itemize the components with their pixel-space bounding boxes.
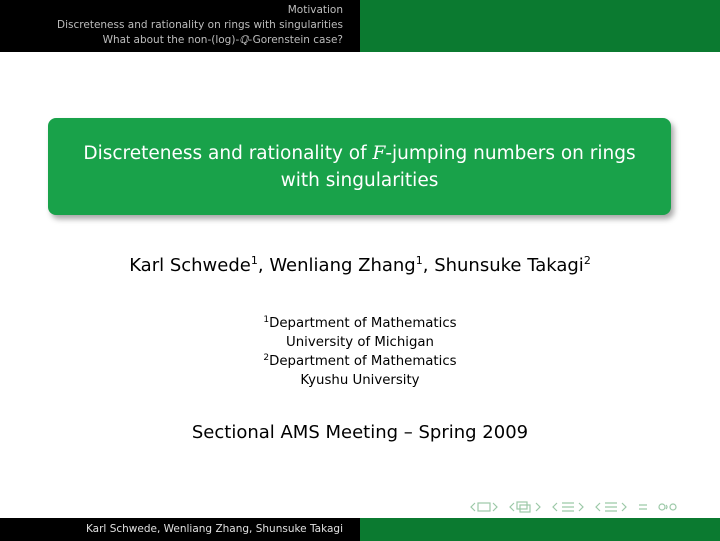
header-accent (360, 0, 720, 52)
author-1: Karl Schwede (129, 255, 251, 276)
affil-2-univ: Kyushu University (300, 373, 420, 388)
nav-section-icon[interactable] (552, 501, 586, 513)
nav-item-non-gorenstein[interactable] (0, 33, 343, 48)
author-2-affil-mark: 1 (415, 254, 423, 267)
nav-document-icon[interactable] (595, 501, 629, 513)
nav-item-non-gorenstein-prefix: What about the non-(log)- (102, 34, 240, 46)
affil-1-dept: Department of Mathematics (269, 316, 457, 331)
nav-search-icon[interactable] (657, 501, 679, 513)
section-nav (0, 0, 360, 52)
footer-bar (0, 518, 720, 541)
title-box (48, 118, 671, 215)
affil-1-mark: 1 (263, 315, 270, 325)
nav-subsection-icon[interactable] (509, 501, 543, 513)
meeting-line: Sectional AMS Meeting – Spring 2009 (191, 422, 529, 443)
author-3: Shunsuke Takagi (434, 255, 584, 276)
rationals-symbol: ℚ (239, 34, 249, 46)
nav-frame-icon[interactable] (470, 501, 500, 513)
nav-item-non-gorenstein-suffix: -Gorenstein case? (248, 34, 343, 46)
footer-authors: Karl Schwede, Wenliang Zhang, Shunsuke Takagi (0, 518, 360, 541)
title-line1-prefix: Discreteness and rationality of (83, 142, 373, 164)
affiliations (0, 314, 720, 390)
affil-2-mark: 2 (263, 353, 270, 363)
author-sep-2: , (422, 255, 435, 276)
footer-accent (360, 518, 720, 541)
author-3-affil-mark: 2 (583, 254, 591, 267)
title-var-f: F (372, 142, 386, 164)
beamer-nav-symbols (470, 499, 679, 515)
author-sep-1: , (257, 255, 270, 276)
affil-1-dept-line (0, 314, 720, 333)
nav-item-motivation[interactable]: Motivation (287, 4, 343, 16)
title-line1-suffix: -jumping numbers on rings (385, 142, 636, 164)
authors-line (0, 254, 720, 278)
nav-appendix-icon[interactable] (638, 501, 648, 513)
author-1-affil-mark: 1 (250, 254, 258, 267)
nav-item-discreteness[interactable]: Discreteness and rationality on rings with singularities (57, 19, 343, 31)
affil-2-dept-line (0, 352, 720, 371)
author-2: Wenliang Zhang (269, 255, 416, 276)
title-line2: with singularities (280, 169, 439, 191)
slide-title (83, 140, 635, 194)
header-bar (0, 0, 720, 52)
affil-2-dept: Department of Mathematics (269, 354, 457, 369)
affil-1-univ: University of Michigan (286, 335, 434, 350)
